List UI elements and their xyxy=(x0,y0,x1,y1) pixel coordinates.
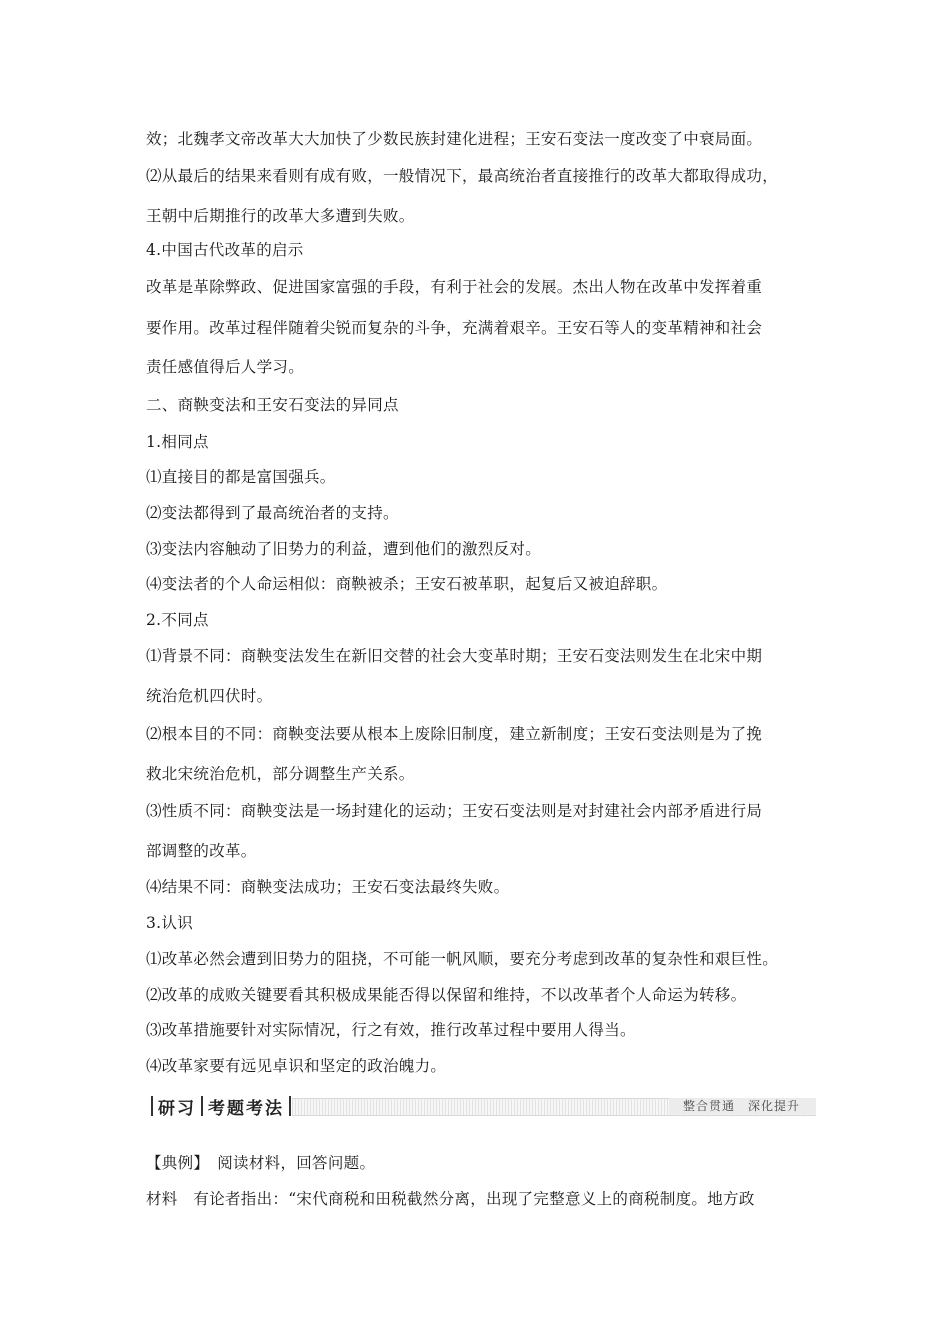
list-item: ⑴改革必然会遭到旧势力的阻挠，不可能一帆风顺，要充分考虑到改革的复杂性和艰巨性。 xyxy=(146,950,779,968)
section-heading: 二、商鞅变法和王安石变法的异同点 xyxy=(146,396,399,414)
section-heading: 3.认识 xyxy=(146,914,193,932)
banner-divider xyxy=(151,1096,153,1116)
list-item: ⑵变法都得到了最高统治者的支持。 xyxy=(146,504,399,522)
text-line: 王朝中后期推行的改革大多遭到失败。 xyxy=(146,207,415,225)
list-item: ⑴背景不同：商鞅变法发生在新旧交替的社会大变革时期；王安石变法则发生在北宋中期 xyxy=(146,647,763,665)
example-material: 材料 有论者指出：“宋代商税和田税截然分离，出现了完整意义上的商税制度。地方政 xyxy=(146,1190,755,1208)
list-item: ⑷改革家要有远见卓识和坚定的政治魄力。 xyxy=(146,1057,447,1075)
banner-divider xyxy=(201,1096,203,1116)
section-heading: 4.中国古代改革的启示 xyxy=(146,241,304,259)
list-item: ⑵根本目的不同：商鞅变法要从根本上废除旧制度，建立新制度；王安石变法则是为了挽 xyxy=(146,725,763,743)
text-line: 责任感值得后人学习。 xyxy=(146,358,305,376)
list-item: ⑷变法者的个人命运相似：商鞅被杀；王安石被革职，起复后又被迫辞职。 xyxy=(146,575,668,593)
banner-title-part2: 考题考法 xyxy=(208,1098,284,1119)
banner-title xyxy=(146,1094,296,1118)
list-item-continued: 部调整的改革。 xyxy=(146,842,257,860)
list-item: ⑶性质不同：商鞅变法是一场封建化的运动；王安石变法则是对封建社会内部矛盾进行局 xyxy=(146,802,763,820)
section-heading: 2.不同点 xyxy=(146,611,209,629)
list-item: ⑶变法内容触动了旧势力的利益，遭到他们的激烈反对。 xyxy=(146,540,542,558)
banner-title-part1: 研习 xyxy=(158,1098,196,1119)
section-banner xyxy=(146,1094,816,1118)
text-line: 效；北魏孝文帝改革大大加快了少数民族封建化进程；王安石变法一度改变了中衰局面。 xyxy=(146,130,763,148)
section-heading: 1.相同点 xyxy=(146,433,209,451)
list-item: ⑵改革的成败关键要看其积极成果能否得以保留和维持，不以改革者个人命运为转移。 xyxy=(146,986,747,1004)
list-item: ⑴直接目的都是富国强兵。 xyxy=(146,468,336,486)
text-line: 改革是革除弊政、促进国家富强的手段，有利于社会的发展。杰出人物在改革中发挥着重 xyxy=(146,278,763,296)
list-item: ⑷结果不同：商鞅变法成功；王安石变法最终失败。 xyxy=(146,878,510,896)
text-line: 要作用。改革过程伴随着尖锐而复杂的斗争，充满着艰辛。王安石等人的变革精神和社会 xyxy=(146,319,763,337)
list-item-continued: 统治危机四伏时。 xyxy=(146,687,273,705)
list-item-continued: 救北宋统治危机，部分调整生产关系。 xyxy=(146,765,415,783)
list-item: ⑶改革措施要针对实际情况，行之有效，推行改革过程中要用人得当。 xyxy=(146,1021,636,1039)
banner-subtitle: 整合贯通 深化提升 xyxy=(669,1098,816,1114)
text-line: ⑵从最后的结果来看则有成有败，一般情况下，最高统治者直接推行的改革大都取得成功， xyxy=(146,167,779,185)
banner-divider xyxy=(289,1096,291,1116)
example-heading: 【典例】 阅读材料，回答问题。 xyxy=(146,1154,376,1172)
